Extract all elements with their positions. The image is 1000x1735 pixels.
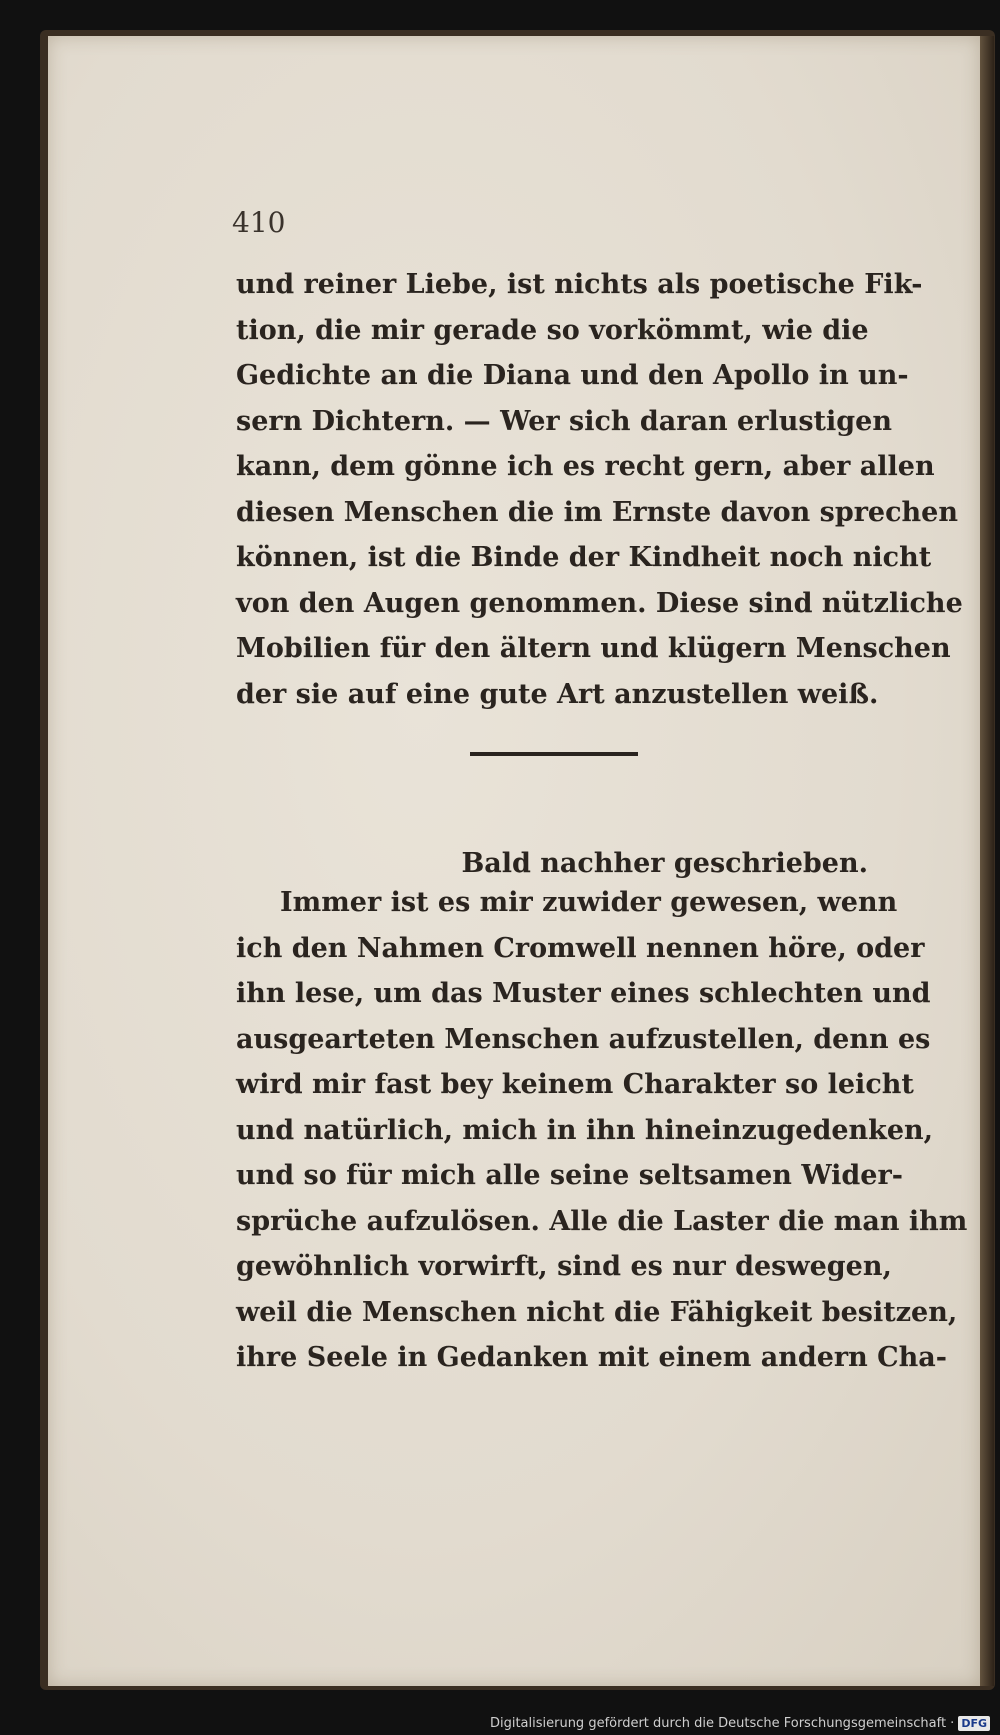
- paragraph-1: [236, 262, 963, 717]
- section-heading: Bald nachher geschrieben.: [461, 848, 868, 879]
- section-separator: [470, 752, 638, 756]
- dfg-logo-icon: DFG: [958, 1716, 990, 1731]
- text-line: können, ist die Binde der Kindheit noch nicht: [236, 542, 932, 573]
- text-line: kann, dem gönne ich es recht gern, aber allen: [236, 451, 935, 482]
- text-line: und so für mich alle seine seltsamen Wider-: [236, 1160, 903, 1191]
- text-line: und natürlich, mich in ihn hineinzugedenken,: [236, 1114, 934, 1146]
- digitization-credit: [490, 1716, 990, 1731]
- text-line: ausgearteten Menschen aufzustellen, denn es: [236, 1023, 931, 1055]
- text-line: tion, die mir gerade so vorkömmt, wie die: [236, 314, 869, 346]
- text-line: wird mir fast bey keinem Charakter so leicht: [236, 1069, 914, 1100]
- text-line: ihn lese, um das Muster eines schlechten und: [236, 978, 931, 1009]
- text-line: weil die Menschen nicht die Fähigkeit besitzen,: [236, 1296, 958, 1328]
- text-line: und reiner Liebe, ist nichts als poetische Fik-: [236, 269, 923, 300]
- text-line: gewöhnlich vorwirft, sind es nur deswegen,: [236, 1251, 892, 1282]
- text-line: Gedichte an die Diana und den Apollo in un-: [236, 360, 909, 391]
- text-line: diesen Menschen die im Ernste davon sprechen: [236, 496, 958, 528]
- page-edge: [978, 36, 994, 1686]
- text-line: Immer ist es mir zuwider gewesen, wenn: [280, 887, 898, 918]
- page-number: 410: [232, 206, 286, 239]
- text-line: von den Augen genommen. Diese sind nützliche: [236, 587, 963, 619]
- text-line: ihre Seele in Gedanken mit einem andern Cha-: [236, 1342, 947, 1373]
- text-line: Mobilien für den ältern und klügern Menschen: [236, 633, 951, 664]
- text-line: ich den Nahmen Cromwell nennen höre, oder: [236, 932, 925, 964]
- text-line: sprüche aufzulösen. Alle die Laster die man ihm: [236, 1205, 968, 1237]
- text-line: der sie auf eine gute Art anzustellen weiß.: [236, 678, 879, 710]
- credit-text: Digitalisierung gefördert durch die Deutsche Forschungsgemeinschaft ·: [489, 1716, 955, 1731]
- text-line: sern Dichtern. — Wer sich daran erlustigen: [236, 405, 892, 437]
- paragraph-2: [236, 880, 968, 1381]
